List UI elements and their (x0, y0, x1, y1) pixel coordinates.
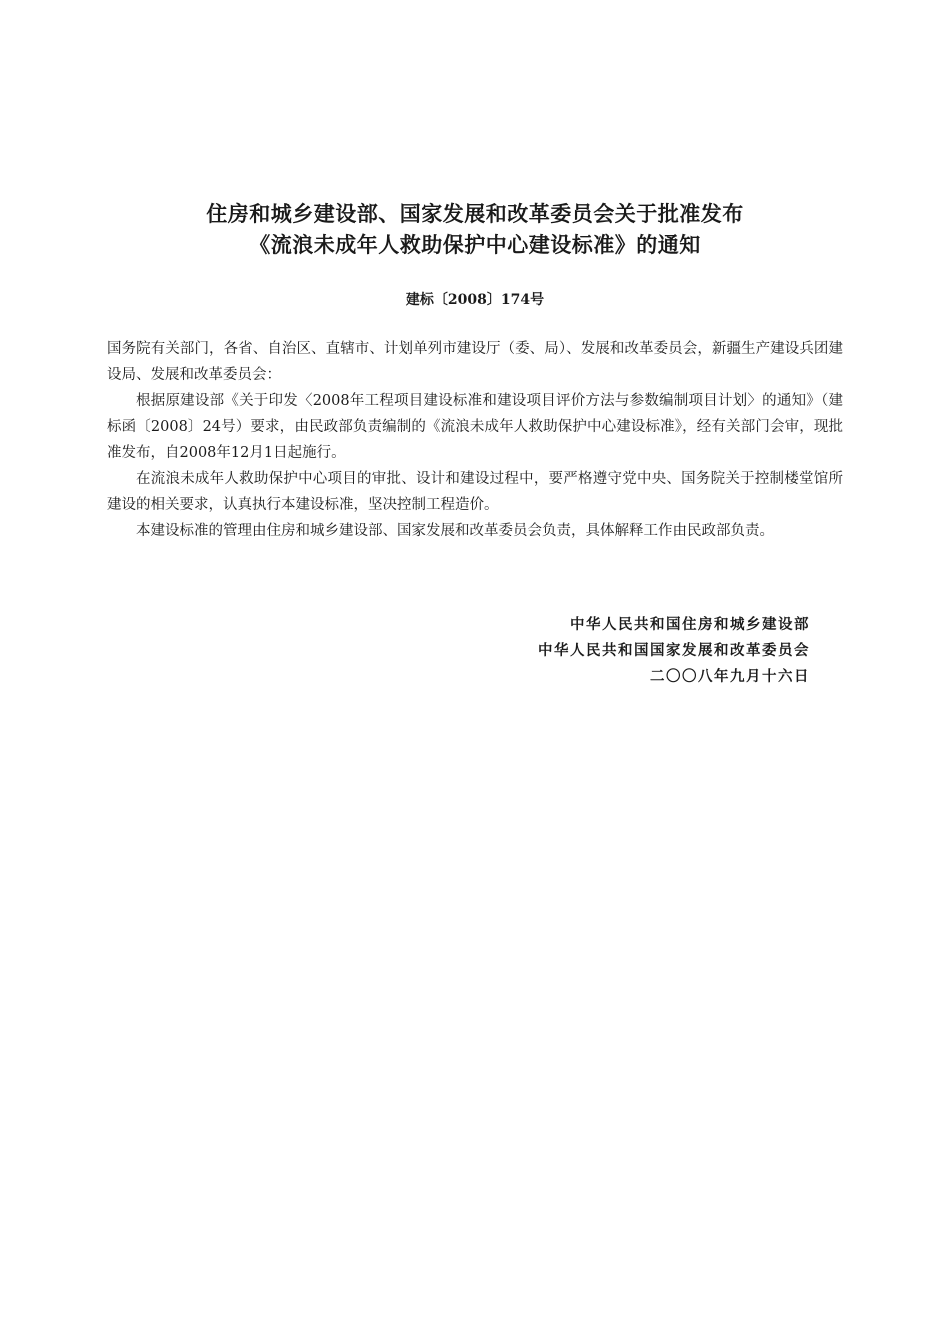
document-number: 建标〔2008〕174号 (405, 292, 545, 308)
issue-date: 二〇〇八年九月十六日 (650, 669, 810, 685)
body-paragraph-3: 本建设标准的管理由住房和城乡建设部、国家发展和改革委员会负责，具体解释工作由民政部负责。 (136, 523, 774, 539)
salutation: 国务院有关部门，各省、自治区、直辖市、计划单列市建设厅（委、局）、发展和改革委员会，新疆生产建设兵团建设局、发展和改革委员会： (107, 341, 843, 383)
issuer-ministry-housing: 中华人民共和国住房和城乡建设部 (570, 617, 810, 633)
notice-body (107, 336, 843, 544)
notice-title-line-2: 《流浪未成年人救助保护中心建设标准》的通知 (249, 233, 701, 257)
body-paragraph-1: 根据原建设部《关于印发〈2008年工程项目建设标准和建设项目评价方法与参数编制项目计划〉的通知》（建标函〔2008〕24号）要求，由民政部负责编制的《流浪未成年人救助保护中心建设标准》，经有关部门会审，现批准发布，自2008年12月1日起施行。 (107, 393, 843, 461)
notice-title-line-1: 住房和城乡建设部、国家发展和改革委员会关于批准发布 (206, 202, 744, 226)
body-paragraph-2: 在流浪未成年人救助保护中心项目的审批、设计和建设过程中，要严格遵守党中央、国务院关于控制楼堂馆所建设的相关要求，认真执行本建设标准，坚决控制工程造价。 (107, 471, 843, 513)
signature-block (538, 612, 810, 690)
issuer-ndrc: 中华人民共和国国家发展和改革委员会 (538, 643, 810, 659)
